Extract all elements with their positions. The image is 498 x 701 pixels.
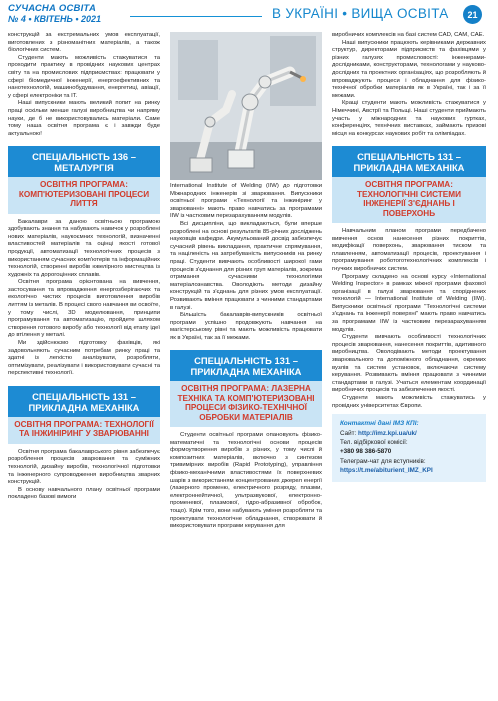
contacts-box [332,414,486,481]
paragraph: Ми здійснюємо підготовку фахівців, які задовольняють сучасним потребам ринку праці та здатні із легкістю аналізувати, розробляти, оптимізувати, реалізувати і використовувати сучасні та перспективні технології. [8,340,160,377]
specialty-heading-131: СПЕЦІАЛЬНІСТЬ 131 – ПРИКЛАДНА МЕХАНІКА [8,386,160,417]
paragraph: Навчальним планом програми передбачено вивчення основ нанесення різних покриттів, модифікації поверхонь, зварювання тиском та плавленням, автоматизації процесів, проектування і програмування роботоготехнологічних комплексів і гнучких виробничих систем. [332,227,486,272]
paragraph: Студенти мають можливість стажуватись у провідних університетах Європи. [332,395,486,409]
site-link[interactable]: http://imz.kpi.ua/uk/ [358,429,417,437]
contacts-title: Контактні дані ІМЗ КПІ: [340,420,419,428]
site-label: Сайт: [340,429,357,437]
page-number-badge: 21 [463,5,482,24]
column-right [332,32,486,482]
program-heading-casting: ОСВІТНЯ ПРОГРАМА: КОМП'ЮТЕРИЗОВАНІ ПРОЦЕСИ ЛИТТЯ [8,177,160,213]
masthead [8,4,144,24]
paragraph: виробничих комплексів на базі систем CAD, CAM, CAE. [332,32,485,38]
paragraph: Освітня програма орієнтована на вивчення, застосування та впровадження енергозберігаючих та екологічно чистих процесів виготовлення виробів литтям із металів. В процесі свого навчання ви освоїте, у тому числі, 3D моделювання, принципи програмування та автоматизацію, пройдете шляхом створення готового виробу або технології від етапу ідеї до втілення у металі. [8,279,160,339]
header-divider [130,16,262,17]
robot-arm-illustration [170,32,322,180]
paragraph: Бакалаври за даною освітньою програмою здобувають знання та набувають навичок у розроблені нових матеріалів, наукоємних технологій, визначенні властивостей матеріалів та оцінці якості готової продукції, автоматизації технологічних процесів з використанням сучасних комп'ютерів та інформаційних технологій, створенні виробів ювелірного мистецтва із художніх та дорогоцінних сплавів. [8,218,160,278]
paragraph: В основу навчального плану освітньої програми покладено базові вимоги [8,486,160,501]
phone-label: Тел. відбіркової комісії: [340,439,408,446]
paragraph: конструкцій за екстремальних умов експлуатації, виготовлених з різноманітних матеріалів, а також біологічних систем. [8,32,160,54]
program-heading-joining: ОСВІТНЯ ПРОГРАМА: ТЕХНОЛОГІЧНІ СИСТЕМИ ІНЖЕНЕРІЇ З'ЄДНАНЬ І ПОВЕРХОНЬ [332,177,486,223]
paragraph: Кращі студенти мають можливість стажуватися у Німеччині, Австрії та Польщі. Наші студенти приймають участь у міжнародних та наукових гуртках, конференціях, технічних виставках, займають призові місця на конкурсах наукових робіт та олімпіадах. [332,100,486,137]
program-heading-laser: ОСВІТНЯ ПРОГРАМА: ЛАЗЕРНА ТЕХНІКА ТА КОМП'ЮТЕРИЗОВАНІ ПРОЦЕСИ ФІЗИКО-ТЕХНІЧНОЇ ОБРОБКИ МАТЕРІАЛІВ [170,381,322,427]
paragraph: Всі дисципліни, що викладаються, були вперше розроблені на основі результатів 85-річних досліджень науковців кафедри. Акумульований досвід забезпечує сучасний рівень викладання, практичне спрямування, та націленість на затребуваність випускників на ринку праці. Студенти вивчають особливості широкої гами процесів з'єднання для різних груп матеріалів, зокрема отримання сучасними технологіями матеріалознавства. Оволодіють методи дизайну конструкцій та з'єднань для різних умов експлуатації. Розвивають вміння працювати з чинними стандартами в галузі. [170,220,322,311]
telegram-label: Телеграм-чат для вступників: [340,457,426,465]
site-line [340,429,478,438]
specialty-heading-131: СПЕЦІАЛЬНІСТЬ 131 – ПРИКЛАДНА МЕХАНІКА [332,146,486,177]
specialty-heading-131: СПЕЦІАЛЬНІСТЬ 131 – ПРИКЛАДНА МЕХАНІКА [170,350,322,381]
paragraph: Студенти вивчають особливості технологічних процесів зварювання, нанесення покриттів, адитивного виробництва. Оволодівають методи проектування зварювального та допоміжного обладнання, окремих вузлів та систем установок, включаючи систему керування. Розвивають вміння працювати з чинними стандартами в галузі. Учаться елементам координації виробничих процесів та забезпечення якості. [332,334,486,394]
specialty-heading-136: СПЕЦІАЛЬНІСТЬ 136 – МЕТАЛУРГІЯ [8,146,160,177]
paragraph: Студенти освітньої програми опановують фізико-математичні та технологічні основи процесів формоутворення виробів з різних, у тому числі й композитних матеріалів, включно з синтезом тривимірних виробів (Rapid Prototyping), управління фізико-механічними властивостями їх поверхневих шарів з використанням концентрованих джерел енергії (лазерного променю, електричного розряду, плазми, електроннейтичної, ультразвукової, електронно-променевої, плазмової, гідро-абразивної обробок, тощо). Крім того, вони набувають уміння розробляти та проектувати технологічне обладнання, створювати й використовувати програми керування для [170,432,322,530]
program-heading-welding: ОСВІТНЯ ПРОГРАМА: ТЕХНОЛОГІЇ ТА ІНЖИНІРИНГ У ЗВАРЮВАННІ [8,417,160,444]
column-left [8,32,160,502]
telegram-link[interactable]: https://t.me/abiturient_IMZ_KPI [340,467,433,475]
robotic-welding-photo [170,32,322,180]
paragraph: Наші випускники працюють керівниками державних структур, директорами підприємств та фахівцями у різних галузях промисловості: інженерами-дослідниками, конструкторами, технологами у науково-дослідних та проектних організаціях, що розробляють й впроваджують процеси і обладнання для фізико-технічної обробки матеріалів як в Україні, так і за її межами. [332,39,486,99]
paragraph: Освітня програма бакалаврського рівня забезпечує розроблення процесів зварювання та суміжних технологій, дизайну виробів, технологічної підготовки та інженерного супроводження виробництва зварних конструкцій. [8,448,160,486]
phone-number[interactable]: +380 98 386-5870 [340,448,392,456]
issue-label: № 4 • КВІТЕНЬ • 2021 [8,14,102,24]
photo-caption: International Institute of Welding (IIW) до підготовки Міжнародних інженерів зі зварювання. Випускники освітньої програми «Технології та інжиніринг у зварюванні» мають право навчатись за програмами IIW із частковим перезарахуванням модулів. [170,183,322,220]
column-middle [170,32,322,531]
paragraph: Більшість бакалаврів-випускників освітньої програми успішно продовжують навчання на магістерському рівні та мають можливість працювати як в Україні, так за її межами. [170,312,322,341]
paragraph: Студенти мають можливість стажуватися та проходити практику в провідних наукових центрах світу та на промислових підприємствах: працювати у сфері біомедичної інженерії, енергоефективних та нанотехнологій, машинобудування, енергетиці, авіації, у сфері електроніки та IT. [8,54,160,99]
paragraph: Програму складено на основі курсу «International Welding Inspector» в рамках міжної програми фахової організації в галузі зварювання та споріднених технологій — International Institute of Welding (IIW). Випускники освітньої програми "Технологічні системи з'єднань та інженерії поверхні" мають право навчатись за програмами IIW із частковим перезарахуванням модулів. [332,273,486,333]
magazine-title: СУЧАСНА ОСВІТА [8,3,97,14]
section-title: В УКРАЇНІ • ВИЩА ОСВІТА [272,6,449,21]
paragraph: Наші випускники мають великий попит на ринку праці оскільки менше галузі виробництва чи напряму науки, де б не використовувались матеріали. Саме тому наша освітня програма є і завжди буде актуальною! [8,100,160,137]
